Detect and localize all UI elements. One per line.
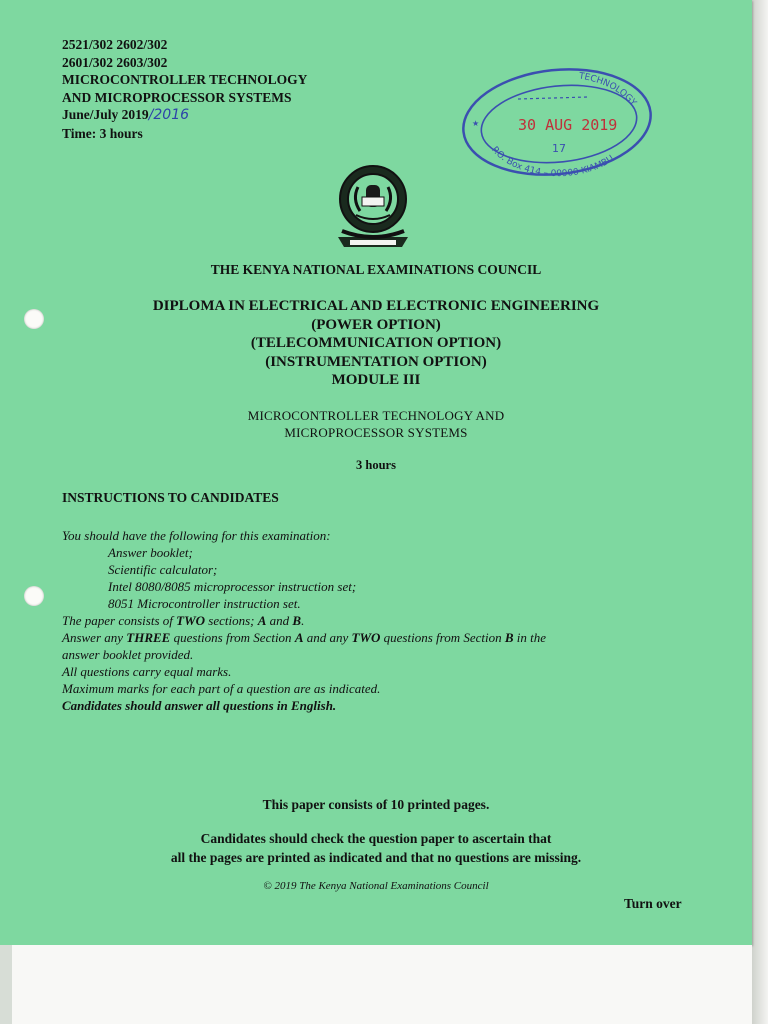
check-line-1: Candidates should check the question paper to ascertain that (200, 831, 552, 846)
session-line (62, 106, 307, 125)
instructions-body (62, 527, 682, 714)
subject-line-2: MICROPROCESSOR SYSTEMS (284, 424, 468, 440)
subject-line-1: MICROCONTROLLER TECHNOLOGY AND (247, 408, 505, 423)
text-run: THREE (126, 630, 171, 645)
kenya-coat-of-arms-icon (330, 163, 416, 255)
svg-text:TECHNOLOGY (577, 71, 638, 108)
stamp-ring-top: TECHNOLOGY (578, 71, 638, 109)
stamp-number: 17 (552, 142, 566, 155)
svg-text:★: ★ (472, 119, 480, 128)
text-run: TWO (351, 630, 381, 645)
handwritten-year: /2016 (148, 107, 190, 123)
subject-title (0, 408, 752, 441)
paper-codes-1: 2521/302 2602/302 (62, 37, 168, 52)
text-run: and (266, 613, 293, 628)
page-check-notice (0, 829, 752, 867)
stamp-date: 30 AUG 2019 (518, 116, 618, 134)
stamp-ring-bottom: P.O. Box 414 – 00900 KIAMBU (489, 144, 616, 178)
text-run: questions from Section (170, 630, 295, 645)
text-run: and any (303, 630, 352, 645)
session: June/July 2019 (62, 107, 149, 122)
diploma-title (0, 297, 752, 390)
check-line-2: all the pages are printed as indicated and that no questions are missing. (170, 850, 582, 865)
school-stamp-icon (460, 66, 654, 178)
text-run: . (301, 613, 305, 628)
equal-marks: All questions carry equal marks. (62, 664, 232, 679)
instructions-heading: INSTRUCTIONS TO CANDIDATES (62, 490, 279, 505)
paper-codes-2: 2601/302 2603/302 (62, 54, 168, 70)
text-run: sections; (205, 613, 258, 628)
scan-edge (752, 0, 768, 1024)
requirement-item: Scientific calculator; (108, 562, 218, 577)
requirement-item: Answer booklet; (108, 545, 193, 560)
english-instruction: Candidates should answer all questions in English. (62, 698, 337, 713)
header-subject-1: MICROCONTROLLER TECHNOLOGY (62, 72, 308, 87)
text-run: The paper consists of (62, 613, 177, 628)
text-run: in the (513, 630, 547, 645)
header-subject-2: AND MICROPROCESSOR SYSTEMS (62, 89, 292, 105)
diploma-line-5: MODULE III (331, 372, 421, 388)
paper-sections-line (62, 612, 682, 629)
page-count: This paper consists of 10 printed pages. (262, 797, 490, 812)
text-run: B (292, 613, 302, 628)
requirement-item: Intel 8080/8085 microprocessor instruction set; (108, 579, 357, 594)
diploma-line-4: (INSTRUMENTATION OPTION) (265, 353, 487, 370)
time-allowed: Time: 3 hours (62, 125, 143, 141)
answer-rule-line (62, 629, 682, 646)
text-run: A (257, 613, 267, 628)
edge-stain (0, 945, 12, 1024)
council-name: THE KENYA NATIONAL EXAMINATIONS COUNCIL (210, 262, 542, 277)
requirements-intro: You should have the following for this examination: (62, 528, 331, 543)
text-run: Answer any (62, 630, 127, 645)
next-page-edge (0, 945, 752, 1024)
diploma-line-3: (TELECOMMUNICATION OPTION) (250, 335, 502, 351)
requirement-item: 8051 Microcontroller instruction set. (108, 596, 301, 611)
paper-header (62, 36, 307, 142)
duration: 3 hours (356, 458, 396, 472)
diploma-line-2: (POWER OPTION) (311, 316, 441, 333)
text-run: A (294, 630, 304, 645)
answer-rule-line-2: answer booklet provided. (62, 647, 194, 662)
text-run: TWO (176, 613, 206, 628)
punch-hole-bottom (24, 586, 44, 606)
diploma-line-1: DIPLOMA IN ELECTRICAL AND ELECTRONIC ENGINEERING (152, 298, 600, 314)
text-run: questions from Section (380, 630, 505, 645)
turn-over: Turn over (624, 896, 682, 911)
max-marks: Maximum marks for each part of a question are as indicated. (62, 681, 381, 696)
text-run: B (504, 630, 514, 645)
copyright: © 2019 The Kenya National Examinations Council (263, 880, 489, 892)
